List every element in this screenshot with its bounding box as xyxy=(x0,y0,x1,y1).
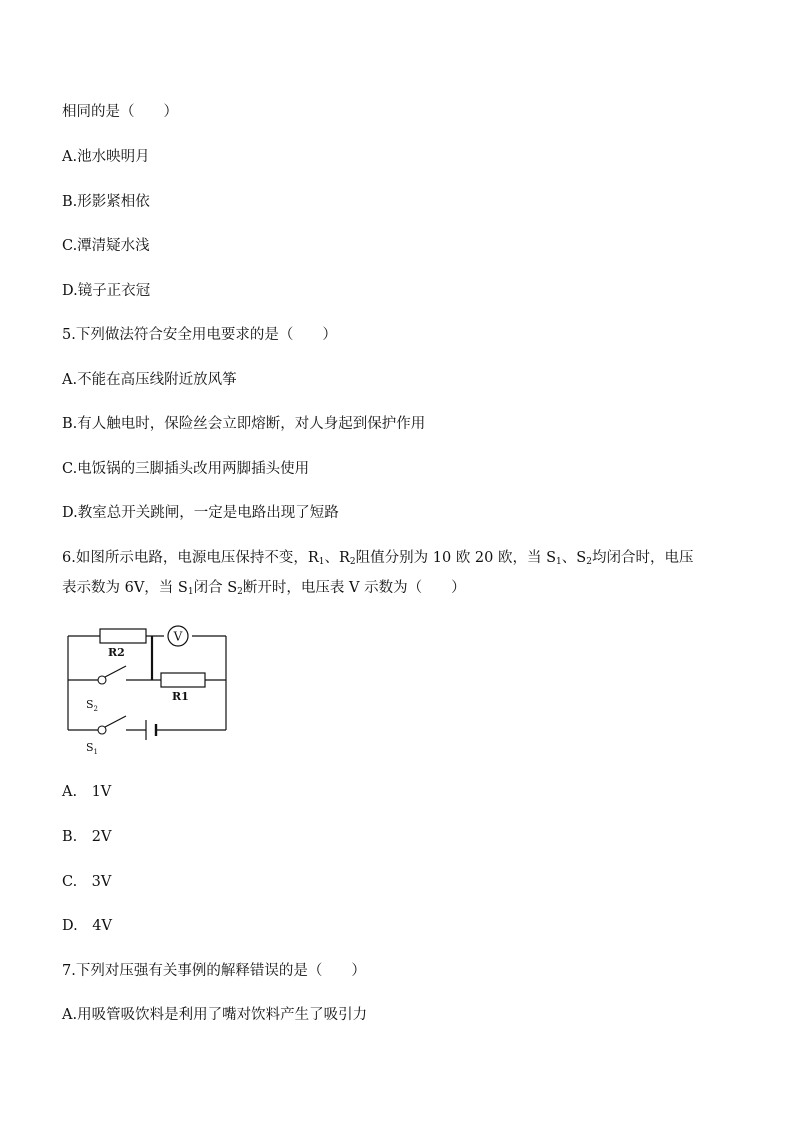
q5-option-d: D.教室总开关跳闸，一定是电路出现了短路 xyxy=(62,505,339,521)
subscript: 2 xyxy=(349,557,356,567)
resistor-r1 xyxy=(161,673,205,687)
subscript: 2 xyxy=(586,557,592,567)
q6-option-a: A. 1V xyxy=(62,784,112,800)
q5-option-b: B.有人触电时，保险丝会立即熔断，对人身起到保护作用 xyxy=(62,416,426,432)
resistor-r2 xyxy=(100,629,146,643)
q6-stem-line2 xyxy=(62,578,466,602)
q6-stem-text: 6.如图所示电路，电源电压保持不变，R xyxy=(62,550,319,566)
q6-stem-text: 阻值分别为 10 欧 20 欧，当 S xyxy=(355,550,557,566)
q6-stem-text: 、S xyxy=(561,550,587,566)
label-r1: R1 xyxy=(172,690,189,703)
q4-option-b: B.形影紧相依 xyxy=(62,194,150,210)
voltmeter-label: V xyxy=(173,629,183,644)
switch-s1-blade xyxy=(105,716,126,727)
q6-stem-text: 均闭合时，电压 xyxy=(591,550,694,566)
switch-s2-pivot xyxy=(98,676,106,684)
q6-stem-text: 、R xyxy=(324,550,350,566)
label-s1-sub: 1 xyxy=(93,748,99,756)
q6-option-d: D. 4V xyxy=(62,918,112,934)
q6-stem-text: 表示数为 6V，当 S xyxy=(62,580,188,596)
subscript: 1 xyxy=(556,557,562,567)
subscript: 1 xyxy=(187,587,194,597)
circuit-diagram xyxy=(60,620,240,760)
label-s1-letter: S xyxy=(86,741,94,754)
label-r2: R2 xyxy=(108,646,125,659)
subscript: 1 xyxy=(318,557,325,567)
switch-s1-pivot xyxy=(98,726,106,734)
label-s1 xyxy=(86,741,98,756)
label-s2-letter: S xyxy=(86,698,94,711)
q4-option-d: D.镜子正衣冠 xyxy=(62,283,151,299)
q6-stem-text: 闭合 S xyxy=(193,580,238,596)
q5-option-a: A.不能在高压线附近放风筝 xyxy=(62,372,237,388)
switch-s2-blade xyxy=(105,666,126,677)
q6-stem-line1 xyxy=(62,548,693,572)
q4-option-a: A.池水映明月 xyxy=(62,149,150,165)
label-s2-sub: 2 xyxy=(93,705,99,713)
q7-option-a: A.用吸管吸饮料是利用了嘴对饮料产生了吸引力 xyxy=(62,1007,368,1023)
q6-option-b: B. 2V xyxy=(62,829,112,845)
label-s2 xyxy=(86,698,98,713)
q4-option-c: C.潭清疑水浅 xyxy=(62,238,150,254)
q6-stem-text: 断开时，电压表 V 示数为（ ） xyxy=(242,580,466,596)
q6-option-c: C. 3V xyxy=(62,874,112,890)
subscript: 2 xyxy=(237,587,243,597)
q7-stem: 7.下列对压强有关事例的解释错误的是（ ） xyxy=(62,963,366,979)
q5-option-c: C.电饭锅的三脚插头改用两脚插头使用 xyxy=(62,461,310,477)
q5-stem: 5.下列做法符合安全用电要求的是（ ） xyxy=(62,327,337,343)
q4-stem-tail: 相同的是（ ） xyxy=(62,104,178,120)
